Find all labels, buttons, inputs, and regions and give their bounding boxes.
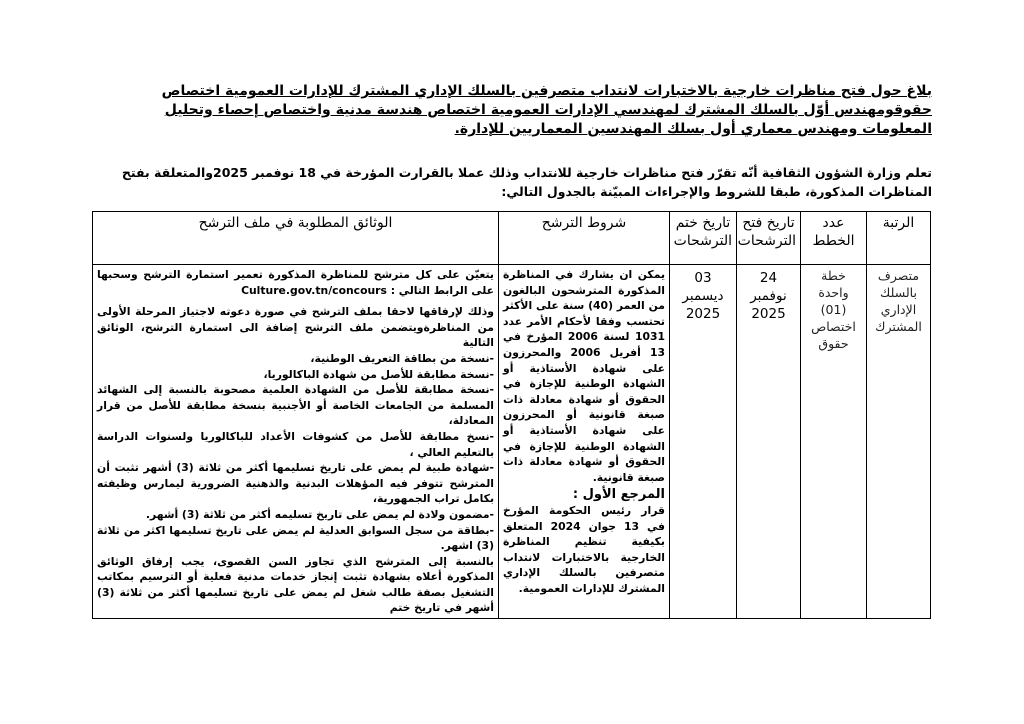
header-plans: عدد الخطط — [801, 212, 867, 265]
cell-conditions — [499, 265, 670, 619]
documents-intro: يتعيّن على كل مترشح للمناظرة المذكورة تعمير استمارة الترشح وسحبها على الرابط التالي : — [97, 268, 494, 297]
header-close-date: تاريخ ختم الترشحات — [670, 212, 737, 265]
cell-plans: خطة واحدة (01) اختصاص حقوق — [801, 265, 867, 619]
document-title: بلاغ حول فتح مناظرات خارجية بالاختبارات لانتداب متصرفين بالسلك الإداري المشترك للإدارات العمومية اختصاص حقوقومهندس أوّل بالسلك المشترك لمهندسي الإدارات العمومية اختصاص هندسة مدنية واختصاص إحصاء وتحليل المعلومات ومهندس معماري أول بسلك المهندسين المعماريين للإدارة. — [161, 83, 932, 137]
header-open-date: تاريخ فتح الترشحات — [737, 212, 801, 265]
documents-item: -نسخة مطابقة للأصل من الشهادة العلمية مصحوبة بالنسبة إلى الشهائد المسلمة من الجامعات الخاصة أو الأجنبية بنسخة مطابقة للأصل من قرار المعادلة، — [97, 383, 494, 428]
cell-open-date: 24 نوفمبر 2025 — [737, 265, 801, 619]
documents-line: وذلك لإرفاقها لاحقا بملف الترشح في صورة دعوته لاجتياز المرحلة الأولى من المناظرةويتضمن ملف الترشح إضافة الى استمارة الترشح، الوثائق التالية — [97, 305, 494, 350]
registration-link[interactable]: Culture.gov.tn/concours — [241, 283, 387, 297]
conditions-text: يمكن ان يشارك في المناظرة المذكورة المترشحون البالغون من العمر (40) سنة على الأكثر تحتسب وفقا لأحكام الأمر عدد 1031 لسنة 2006 المؤرخ في 13 أفريل 2006 والمحرزون على شهادة الأستاذية أو الشهادة الوطنية للإجازة في الحقوق أو شهادة معادلة ذات صبغة قانونية أو المحرزون على شهادة الأستاذية أو الشهادة الوطنية للإجازة في الحقوق أو شهادة معادلة ذات صبغة قانونية. — [503, 268, 665, 484]
reference-text: قرار رئيس الحكومة المؤرخ في 13 جوان 2024 المتعلق بكيفية تنظيم المناظرة الخارجية بالاختبارات لانتداب متصرفين بالسلك الإداري المشترك للإدارات العمومية. — [503, 503, 665, 595]
cell-documents — [93, 265, 499, 619]
documents-tail: بالنسبة إلى المترشح الذي تجاوز السن القصوى، يجب إرفاق الوثائق المذكورة أعلاه بشهادة تثبت إنجاز خدمات مدنية فعلية أو الترسيم بمكاتب التشغيل بصفة طالب شغل لم يمض على تاريخ تسليمها أكثر من ثلاثة (3) أشهر في تاريخ ختم — [97, 554, 494, 615]
cell-close-date: 03 ديسمبر 2025 — [670, 265, 737, 619]
documents-item: -شهادة طبية لم يمض على تاريخ تسليمها أكثر من ثلاثة (3) أشهر تثبت أن المترشح تتوفر فيه المؤهلات البدنية والذهنية الضرورية ليمارس وظيفته بكامل تراب الجمهورية، — [97, 461, 494, 506]
documents-item: -بطاقة من سجل السوابق العدلية لم يمض على تاريخ تسليمها اكثر من ثلاثة (3) اشهر. — [97, 523, 494, 553]
header-rank: الرتبة — [867, 212, 931, 265]
documents-item: -نسخ مطابقة للأصل من كشوفات الأعداد للباكالوريا ولسنوات الدراسة بالتعليم العالي ، — [97, 429, 494, 459]
table-header-row — [93, 212, 931, 265]
reference-label: المرجع الأول : — [572, 487, 665, 503]
header-conditions: شروط الترشح — [499, 212, 670, 265]
table-row — [93, 265, 931, 619]
competition-table — [92, 211, 931, 619]
documents-item: -نسخة من بطاقة التعريف الوطنية، — [310, 351, 494, 365]
documents-item: -مضمون ولادة لم يمض على تاريخ تسليمه أكثر من ثلاثة (3) أشهر. — [145, 507, 494, 521]
document-intro: تعلم وزارة الشؤون الثقافية أنّه تقرّر فتح مناظرات خارجية للانتداب وذلك عملا بالقرارت المؤرخة في 18 نوفمبر 2025والمتعلقة بفتح المناظرات المذكورة، طبقا للشروط والإجراءات المبيّنة بالجدول التالي: — [121, 165, 932, 199]
documents-item: -نسخة مطابقة للأصل من شهادة الباكالوريا، — [263, 367, 494, 381]
cell-rank: متصرف بالسلك الإداري المشترك — [867, 265, 931, 619]
header-documents: الوثائق المطلوبة في ملف الترشح — [93, 212, 499, 265]
